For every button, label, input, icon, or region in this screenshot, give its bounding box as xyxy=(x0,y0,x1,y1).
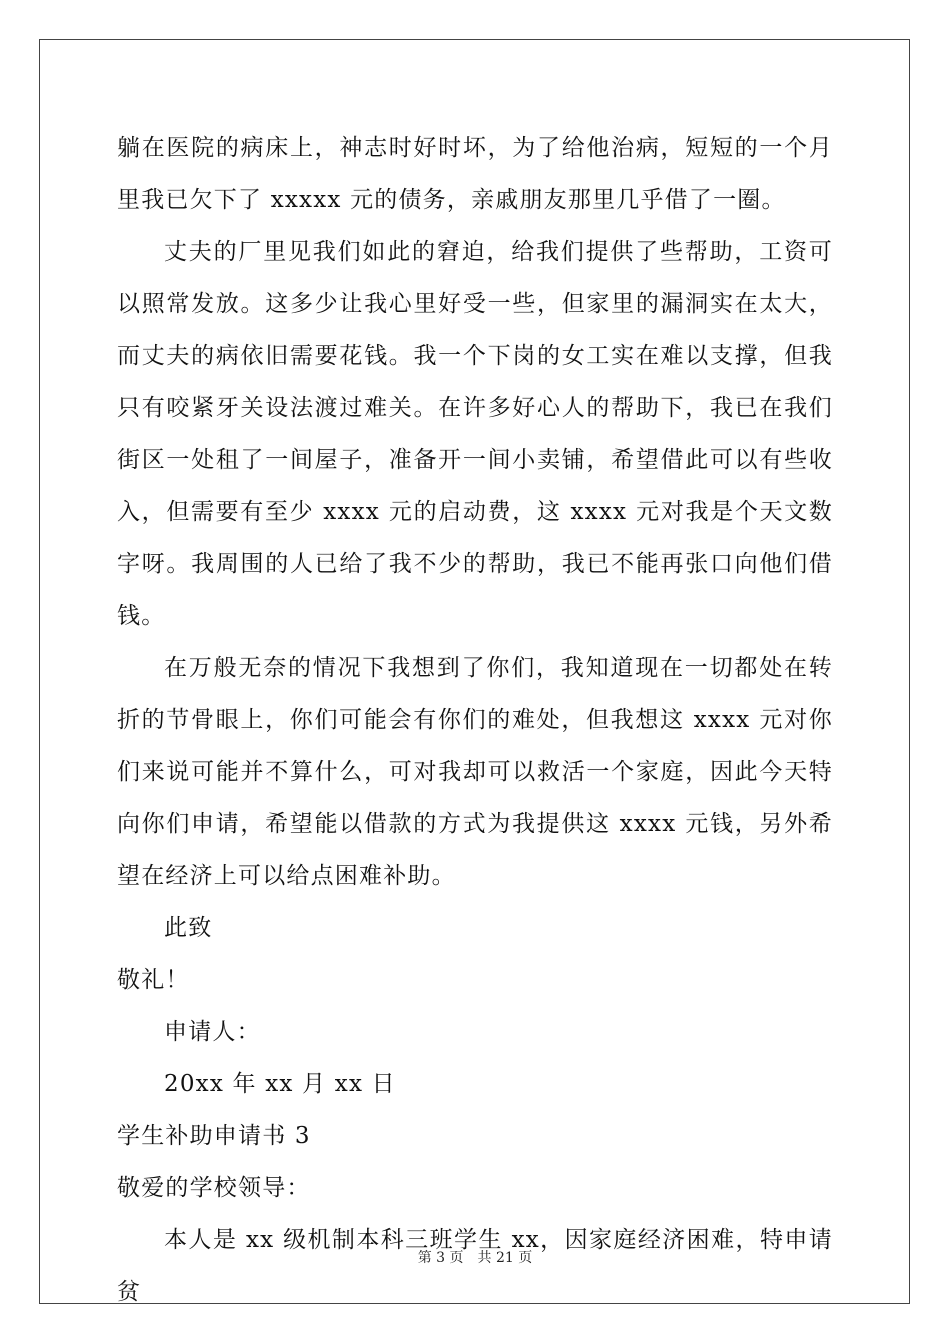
page-footer xyxy=(0,1247,950,1267)
salute-text: 敬礼！ xyxy=(117,967,190,993)
document-body xyxy=(117,122,833,1318)
applicant-label: 申请人： xyxy=(164,1019,261,1045)
paragraph-continued: 躺在医院的病床上，神志时好时坏，为了给他治病，短短的一个月里我已欠下了 xxxxx 元的债务，亲戚朋友那里几乎借了一圈。 xyxy=(117,135,833,213)
closing-text: 此致 xyxy=(164,915,213,941)
section-title: 学生补助申请书 3 xyxy=(117,1123,311,1149)
paragraph-request: 在万般无奈的情况下我想到了你们，我知道现在一切都处在转折的节骨眼上，你们可能会有你们的难处，但我想这 xxxx 元对你们来说可能并不算什么，可对我却可以救活一个家庭，因此今天特向你们申请，希望能以借款的方式为我提供这 xxxx 元钱，另外希望在经济上可以给点困难补助。 xyxy=(117,655,833,889)
greeting-line: 敬爱的学校领导： xyxy=(117,1175,311,1201)
page-number: 第 3 页 xyxy=(417,1250,464,1266)
paragraph-student-intro: 本人是 xx 级机制本科三班学生 xx，因家庭经济困难，特申请贫 xyxy=(117,1227,833,1305)
page-total: 共 21 页 xyxy=(477,1250,533,1266)
date-line: 20xx 年 xx 月 xx 日 xyxy=(164,1071,396,1097)
paragraph-husband-factory: 丈夫的厂里见我们如此的窘迫，给我们提供了些帮助，工资可以照常发放。这多少让我心里好受一些，但家里的漏洞实在太大，而丈夫的病依旧需要花钱。我一个下岗的女工实在难以支撑，但我只有咬紧牙关设法渡过难关。在许多好心人的帮助下，我已在我们街区一处租了一间屋子，准备开一间小卖铺，希望借此可以有些收入，但需要有至少 xxxx 元的启动费，这 xxxx 元对我是个天文数字呀。我周围的人已给了我不少的帮助，我已不能再张口向他们借钱。 xyxy=(117,239,833,629)
